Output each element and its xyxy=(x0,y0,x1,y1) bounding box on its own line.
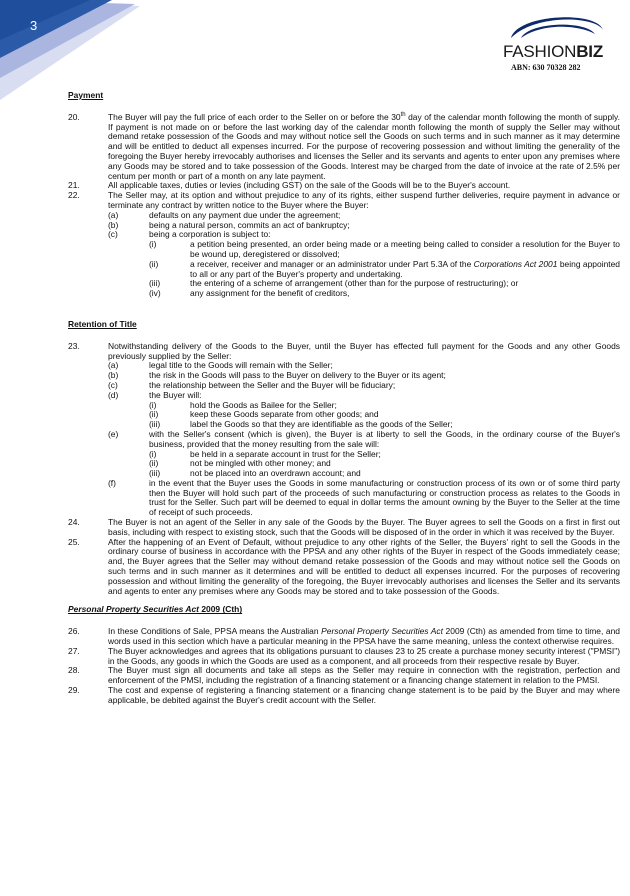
payment-heading: Payment xyxy=(68,90,104,100)
clause-23d-iii: (iii) label the Goods so that they are identifiable as the goods of the Seller; xyxy=(149,419,453,430)
clause-22c: (c) being a corporation is subject to: (i) a petition being presented, an order being made or a meeting being called to consider a resolution for the Buyer to be wound up, deregistered or dissolved; (ii) a receiver, receiver and manager or an administrator under Part 5.3A of the Corporations Act 2001 being appointed to all or any part of the Buyer's property and undertaking. (iii) the entering of a scheme of arrangement (other than for the purpose of restructuring); or (iv) any assignment for the benefit of creditors, xyxy=(108,229,620,299)
clause-27: 27. The Buyer acknowledges and agrees that its obligations pursuant to clauses 23 to 25 create a purchase money security interest ("PMSI") in the Goods, any goods in which the Goods are used as a component, and all proceeds from their respective resale by Buyer. xyxy=(68,645,620,666)
clause-23e-i: (i) be held in a separate account in trust for the Seller; xyxy=(149,448,381,459)
clause-26: 26. In these Conditions of Sale, PPSA means the Australian Personal Property Securities Act 2009 (Cth) as amended from time to time, and words used in this section which have a particular meaning in the PPSA have the same meaning, unless the context otherwise requires. xyxy=(68,626,620,647)
clause-22: 22. The Seller may, at its option and without prejudice to any of its rights, either suspend further deliveries, require payment in advance or terminate any contract by written notice to the Buyer where the Buyer: (a) defaults on any payment due under the agreement; (b) being a natural person, commits an act of bankruptcy; (c) being a corporation is subject to: (i) a petition being presented, an order being made or a meeting being called to consider a resolution for the Buyer to be wound up, deregistered or dissolved; (ii) a receiver, receiver and manager or an administrator under Part 5.3A of the Corporations Act 2001 being appointed to all or any part of the Buyer's property and undertaking. (iii) the entering of a scheme of arrangement (other than for the purpose of restructuring); or (iv) any assignment for the benefit of creditors, xyxy=(68,190,620,299)
page-number: 3 xyxy=(30,18,38,33)
clause-23a: (a) legal title to the Goods will remain with the Seller; xyxy=(108,360,333,371)
clause-23f: (f) in the event that the Buyer uses the Goods in some manufacturing or construction process of its own or of some third party then the Buyer will hold such part of the proceeds of such manufacturing or construction process as relates to the Goods in trust for the Seller. Such part will be deemed to equal in dollar terms the amount owning by the Buyer to the Seller at the time of receipt of such proceeds. xyxy=(108,477,620,518)
clause-22b: (b) being a natural person, commits an act of bankruptcy; xyxy=(108,219,350,230)
clause-23e-iii: (iii) not be placed into an overdrawn account; and xyxy=(149,468,361,479)
clause-22a: (a) defaults on any payment due under the agreement; xyxy=(108,209,341,220)
clause-23: 23. Notwithstanding delivery of the Goods to the Buyer, until the Buyer has effected full payment for the Goods and any other Goods previously supplied by the Seller: (a) legal title to the Goods will remain with the Seller; (b) the risk in the Goods will pass to the Buyer on delivery to the Buyer or its agent; (c) the relationship between the Seller and the Buyer will be fiduciary; (d) the Buyer will: (i) hold the Goods as Bailee for the Seller; (ii) keep these Goods separate from other goods; and (iii) label the Goods so that they are identifiable as the goods of the Seller; (e) with the Seller's consent (which is given), the Buyer is at liberty to sell the Goods, in the ordinary course of the Buyer's business, provided that the money resulting from the sale will: (i) be held in a separate account in trust for the Seller; (ii) not be mingled with other money; and (iii) not be placed into an overdrawn account; and (f) in the event that the Buyer uses the Goods in some manufacturing or construction process of its own or of some third party then the Buyer will hold such part of the proceeds of such manufacturing or construction process as relates to the Goods in trust for the Seller. Such part will be deemed to equal in dollar terms the amount owning by the Buyer to the Seller at the time of receipt of such proceeds. xyxy=(68,340,620,518)
clause-21: 21. All applicable taxes, duties or levies (including GST) on the sale of the Goods will be to the Buyer's account. xyxy=(68,180,511,191)
clause-22c-ii: (ii) a receiver, receiver and manager or an administrator under Part 5.3A of the Corporations Act 2001 being appointed to all or any part of the Buyer's property and undertaking. xyxy=(149,258,620,279)
clause-24: 24. The Buyer is not an agent of the Seller in any sale of the Goods by the Buyer. The Buyer agrees to sell the Goods on a first in first out basis, including with respect to existing stock, such that the Goods will be disposed of in the order in which it was received by the Buyer. xyxy=(68,517,620,537)
clause-23d: (d) the Buyer will: (i) hold the Goods as Bailee for the Seller; (ii) keep these Goods separate from other goods; and (iii) label the Goods so that they are identifiable as the goods of the Seller; xyxy=(108,391,620,430)
clause-22c-iv: (iv) any assignment for the benefit of creditors, xyxy=(149,288,350,299)
clause-23d-i: (i) hold the Goods as Bailee for the Seller; xyxy=(149,399,337,410)
clause-20: 20. The Buyer will pay the full price of each order to the Seller on or before the 30th day of the calendar month following the month of supply. If payment is not made on or before the last working day of the calendar month following the month of supply the Seller may without demand retake possession of the Goods and may without notice sell the Goods on such terms and in such manner as it may determine and will be entitled to deduct all expenses incurred. For the purpose of recovering possession and without limiting the generality of the foregoing the Buyer hereby irrevocably authorises and licenses the Seller and its servants and agents to enter upon any premises where any Goods may be stored and to take possession of the Goods. Interest may be charged from the date of invoice at the rate of 2.5% per centum per month or part of a month on any late payment. xyxy=(68,111,620,181)
clause-22c-iii: (iii) the entering of a scheme of arrangement (other than for the purpose of restructuring); or xyxy=(149,278,519,289)
clause-29: 29. The cost and expense of registering a financing statement or a financing change statement is to be paid by the Buyer and may where applicable, be debited against the Buyer's credit account with the Seller. xyxy=(68,685,620,705)
logo-abn: ABN: 630 70328 282 xyxy=(511,63,581,72)
clause-25: 25. After the happening of an Event of Default, without prejudice to any other rights of the Seller, the Buyers' right to sell the Goods in the ordinary course of business in accordance with the PPSA and any other rights of the Buyer in respect of the Goods immediately cease; and, the Buyer agrees that the Seller may without demand retake possession of the Goods and may without notice sell the Goods on such terms and in such manner as it determines and will be entitled to deduct all expenses incurred. For the purposes of recovering possession and without limiting the generality of the foregoing, the Buyer irrevocably authorises and licenses the Seller and its servants and agents to enter any premises where any Goods may be stored and to take possession of the Goods. xyxy=(68,536,620,596)
clause-23e-ii: (ii) not be mingled with other money; and xyxy=(149,458,331,469)
clause-23e: (e) with the Seller's consent (which is given), the Buyer is at liberty to sell the Goods, in the ordinary course of the Buyer's business, provided that the money resulting from the sale will: (i) be held in a separate account in trust for the Seller; (ii) not be mingled with other money; and (iii) not be placed into an overdrawn account; and xyxy=(108,428,620,479)
document-body xyxy=(68,91,620,706)
clause-28: 28. The Buyer must sign all documents and take all steps as the Seller may require in connection with the registration, perfection and enforcement of the PMSI, including the registration of a financing statement or a financing change statement in relation to the PMSI. xyxy=(68,665,620,686)
ppsa-heading: Personal Property Securities Act 2009 (Cth) xyxy=(68,604,243,615)
fashionbiz-logo xyxy=(497,8,617,74)
clause-23d-ii: (ii) keep these Goods separate from other goods; and xyxy=(149,409,379,420)
corner-decoration xyxy=(0,0,140,100)
clause-23c: (c) the relationship between the Seller and the Buyer will be fiduciary; xyxy=(108,379,396,390)
logo-brand: FASHIONBIZ xyxy=(503,42,604,61)
logo-swoosh-icon xyxy=(507,8,607,42)
clause-22c-i: (i) a petition being presented, an order being made or a meeting being called to consider a resolution for the Buyer to be wound up, deregistered or dissolved; xyxy=(149,239,620,259)
retention-heading: Retention of Title xyxy=(68,318,137,329)
clause-23b: (b) the risk in the Goods will pass to the Buyer on delivery to the Buyer or its agent; xyxy=(108,370,446,381)
